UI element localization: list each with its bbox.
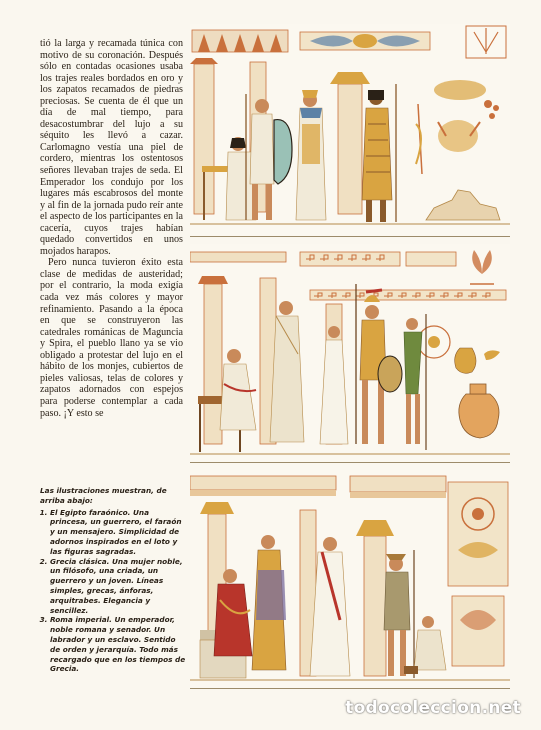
greece-illustration	[190, 244, 510, 462]
caption-item-greece: 2. Grecia clásica. Una mujer noble, un filósofo, una criada, un guerrero y un joven. Líneas simples, grecas, ánforas, arquitrabes. Elegancia y sencillez.	[50, 557, 186, 616]
illustration-caption	[40, 486, 186, 674]
article-paragraph-2: Pero nunca tuvieron éxito esta clase de medidas de austeridad; por el contrario, la moda exigía cada vez más colores y mayor refinamiento. Pasando a la época en que se construyeron las catedrales románicas de Maguncia y Spira, el pueblo llano ya se vio obligado a protestar del lujo en el hábito de los monjes, cubiertos de pieles valiosas, telas de colores y zapatos adornados con espejos para poderse contemplar a cada paso. ¡Y esto se	[40, 257, 183, 419]
article-paragraph-1: tió la larga y recamada túnica con motivo de su coronación. Después sólo en contadas ocasiones usaba los trajes reales bordados en oro y los zapatos recamados de piedras preciosas. Se cuenta de él que un día de mal tiempo, para desacostumbrar del lujo a su séquito les llevó a cazar. Carlomagno vestía una piel de cordero, mientras los ostentosos señores llevaban trajes de seda. El Emperador los condujo por los lugares más escabrosos del monte y al fin de la jornada pudo reír ante el aspecto de los participantes en la cacería, cuyos trajes habían quedado convertidos en unos mojados harapos.	[40, 38, 183, 257]
article-text-column	[40, 38, 183, 419]
rome-illustration-panel	[190, 470, 510, 689]
greece-illustration-panel	[190, 244, 510, 463]
egypt-illustration-panel	[190, 24, 510, 237]
egypt-illustration	[190, 24, 510, 236]
caption-item-rome: 3. Roma imperial. Un emperador, noble romana y senador. Un labrador y un esclavo. Sentido de orden y jerarquía. Todo más recargado que en los tiempos de Grecia.	[50, 615, 186, 674]
caption-list	[40, 508, 186, 675]
caption-item-egypt: 1. El Egipto faraónico. Una princesa, un guerrero, el faraón y un mensajero. Simplicidad de adornos inspirados en el loto y las figuras sagradas.	[50, 508, 186, 557]
watermark: todocoleccion.net	[345, 698, 521, 718]
caption-intro: Las ilustraciones muestran, de arriba abajo:	[40, 486, 167, 505]
rome-illustration	[190, 470, 510, 688]
